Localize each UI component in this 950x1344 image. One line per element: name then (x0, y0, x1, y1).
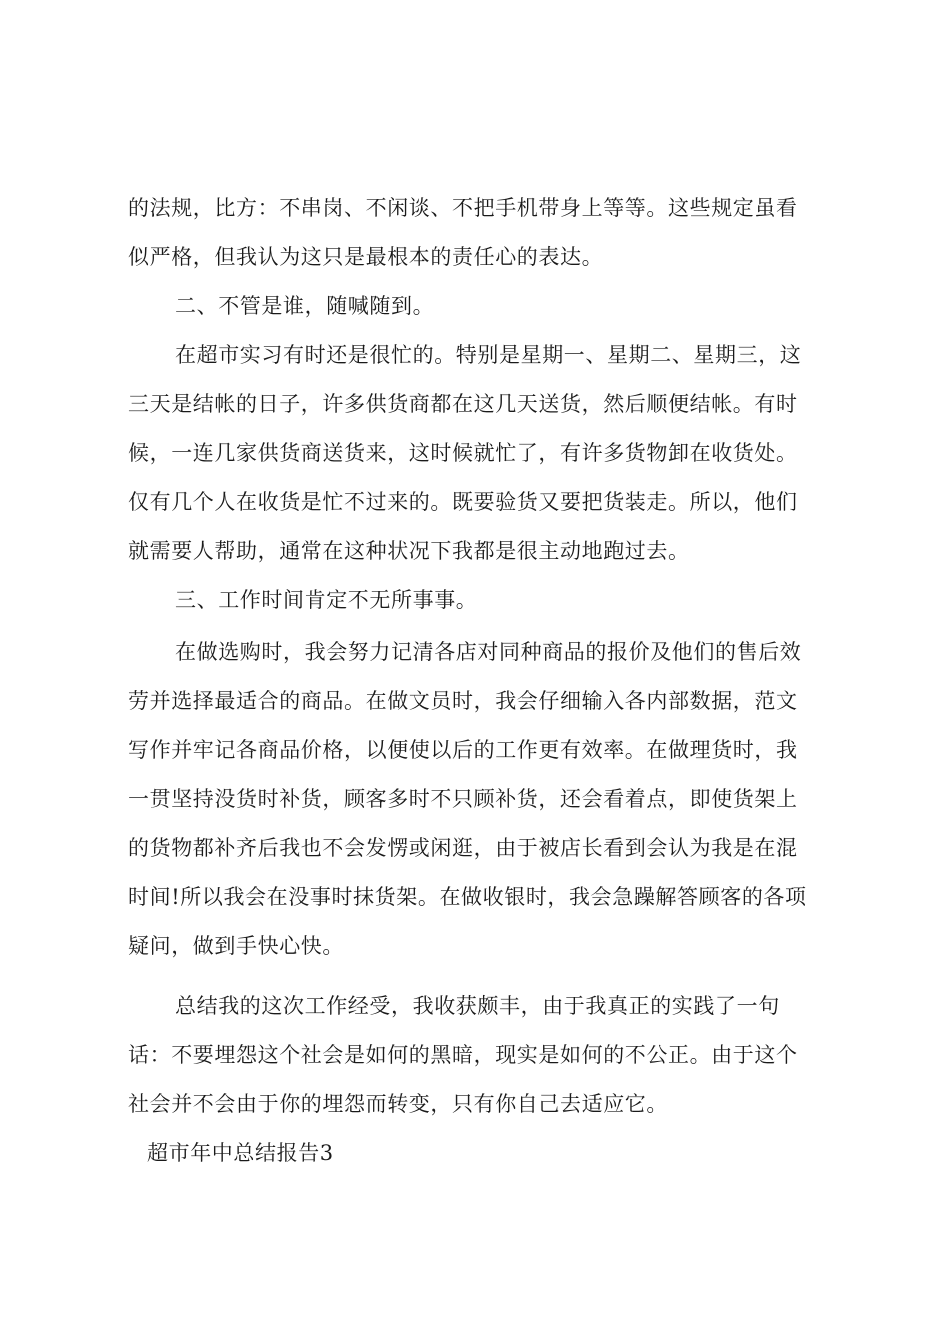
paragraph-line: 就需要人帮助，通常在这种状况下我都是很主动地跑过去。 (128, 539, 690, 563)
section-title: 超市年中总结报告3 (147, 1141, 334, 1165)
paragraph-line: 疑问，做到手快心快。 (128, 934, 344, 958)
paragraph-line: 的法规，比方：不串岗、不闲谈、不把手机带身上等等。这些规定虽看 (128, 196, 798, 220)
section-heading: 三、工作时间肯定不无所事事。 (175, 588, 478, 612)
paragraph-line: 写作并牢记各商品价格，以便使以后的工作更有效率。在做理货时，我 (128, 738, 798, 762)
paragraph-line: 在超市实习有时还是很忙的。特别是星期一、星期二、星期三，这 (175, 343, 802, 367)
paragraph-line: 时间!所以我会在没事时抹货架。在做收银时，我会急躁解答顾客的各项 (128, 885, 807, 909)
paragraph-line: 三天是结帐的日子，许多供货商都在这几天送货，然后顺便结帐。有时 (128, 392, 798, 416)
paragraph-line: 的货物都补齐后我也不会发愣或闲逛，由于被店长看到会认为我是在混 (128, 836, 798, 860)
paragraph-line: 在做选购时，我会努力记清各店对同种商品的报价及他们的售后效 (175, 640, 802, 664)
paragraph-line: 劳并选择最适合的商品。在做文员时，我会仔细输入各内部数据，范文 (128, 689, 798, 713)
paragraph-line: 总结我的这次工作经受，我收获颇丰，由于我真正的实践了一句 (175, 994, 780, 1018)
paragraph-line: 候，一连几家供货商送货来，这时候就忙了，有许多货物卸在收货处。 (128, 441, 798, 465)
section-heading: 二、不管是谁，随喊随到。 (175, 294, 435, 318)
paragraph-line: 一贯坚持没货时补货，顾客多时不只顾补货，还会看着点，即使货架上 (128, 787, 798, 811)
paragraph-line: 似严格，但我认为这只是最根本的责任心的表达。 (128, 245, 604, 269)
paragraph-line: 社会并不会由于你的埋怨而转变，只有你自己去适应它。 (128, 1092, 668, 1116)
paragraph-line: 话：不要埋怨这个社会是如何的黑暗，现实是如何的不公正。由于这个 (128, 1043, 798, 1067)
paragraph-line: 仅有几个人在收货是忙不过来的。既要验货又要把货装走。所以，他们 (128, 490, 798, 514)
